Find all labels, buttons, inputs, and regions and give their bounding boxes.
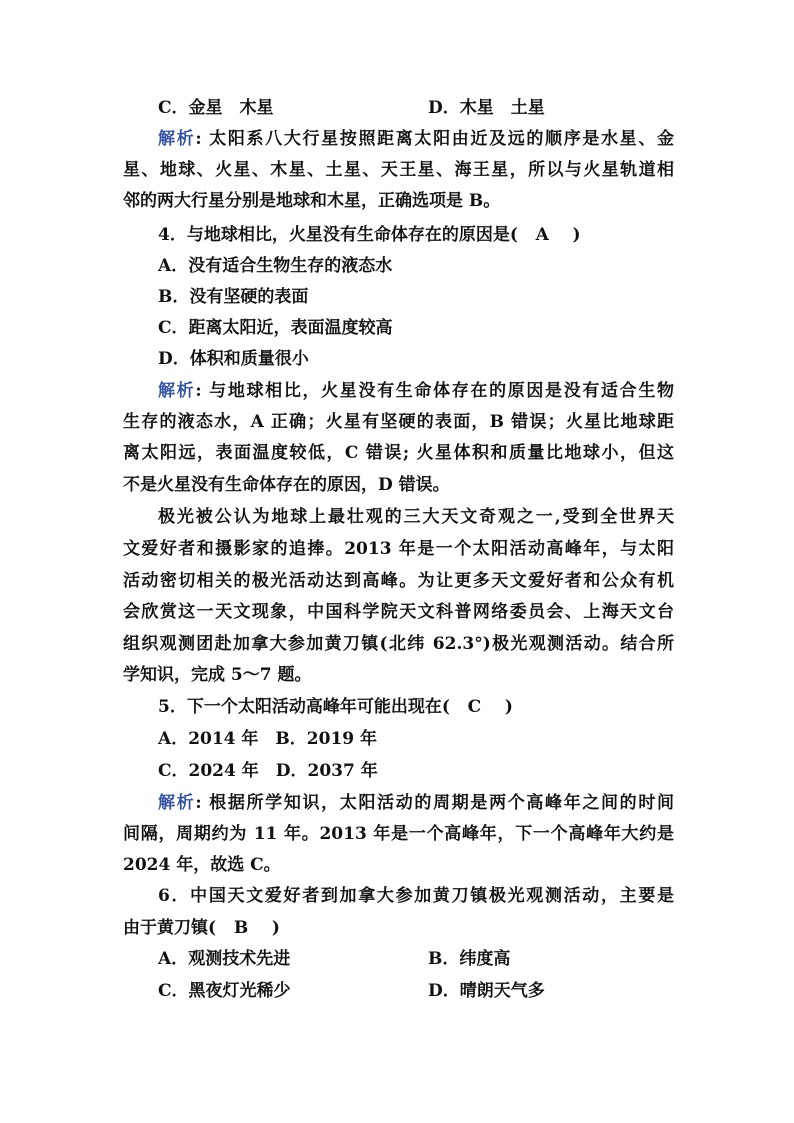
q3-analysis-line-1: 解析: 太阳系八大行星按照距离太阳由近及远的顺序是水星、金 xyxy=(158,129,674,149)
q4-answer: A xyxy=(535,225,549,245)
q4-option-d: D．体积和质量很小 xyxy=(158,349,309,369)
q5-analysis-label: 解析 xyxy=(158,793,196,813)
q3-option-c: C．金星 木星 xyxy=(158,98,274,118)
q5-analysis-line-2: 间隔，周期约为 11 年。2013 年是一个高峰年，下一个高峰年大约是 xyxy=(123,824,674,844)
passage-line-6: 学知识，完成 5～7 题。 xyxy=(123,665,312,685)
q6-answer: B xyxy=(233,918,249,938)
q3-option-d: D．木星 土星 xyxy=(428,98,545,118)
q6-option-b: B．纬度高 xyxy=(428,949,511,969)
q6-option-a: A．观测技术先进 xyxy=(158,949,291,969)
q6-stem-line-1: 6．中国天文爱好者到加拿大参加黄刀镇极光观测活动，主要是 xyxy=(158,886,674,906)
q4-option-c: C．距离太阳近，表面温度较高 xyxy=(158,318,393,338)
q4-analysis-label: 解析 xyxy=(158,381,196,401)
q4-analysis-line-1: 解析: 与地球相比，火星没有生命体存在的原因是没有适合生物 xyxy=(158,381,674,401)
q5-analysis-line-1: 解析: 根据所学知识，太阳活动的周期是两个高峰年之间的时间 xyxy=(158,793,674,813)
q3-analysis-line-2: 星、地球、火星、木星、土星、天王星、海王星，所以与火星轨道相 xyxy=(123,160,674,180)
q6-option-c: C．黑夜灯光稀少 xyxy=(158,981,291,1001)
q4-option-a: A．没有适合生物生存的液态水 xyxy=(158,256,393,276)
passage-line-2: 文爱好者和摄影家的追捧。2013 年是一个太阳活动高峰年，与太阳 xyxy=(123,539,674,559)
q5-options-row-1: A．2014 年 B．2019 年 xyxy=(158,729,378,749)
passage-line-5: 组织观测团赴加拿大参加黄刀镇(北纬 62.3°)极光观测活动。结合所 xyxy=(123,634,674,654)
q3-analysis-label: 解析 xyxy=(158,129,196,149)
q3-analysis-line-3: 邻的两大行星分别是地球和木星，正确选项是 B。 xyxy=(123,191,501,211)
passage-line-1: 极光被公认为地球上最壮观的三大天文奇观之一,受到全世界天 xyxy=(158,507,674,527)
q4-option-b: B．没有坚硬的表面 xyxy=(158,287,309,307)
q4-analysis-line-4: 不是火星没有生命体存在的原因，D 错误。 xyxy=(123,475,450,495)
passage-line-3: 活动密切相关的极光活动达到高峰。为让更多天文爱好者和公众有机 xyxy=(123,571,674,591)
q5-options-row-2: C．2024 年 D．2037 年 xyxy=(158,761,378,781)
q5-stem: 5．下一个太阳活动高峰年可能出现在( C ) xyxy=(158,697,513,717)
passage-line-4: 会欣赏这一天文现象，中国科学院天文科普网络委员会、上海天文台 xyxy=(123,602,674,622)
q4-stem: 4．与地球相比，火星没有生命体存在的原因是( A ) xyxy=(158,225,581,245)
q6-stem-line-2: 由于黄刀镇( B ) xyxy=(123,918,280,938)
q5-analysis-line-3: 2024 年，故选 C。 xyxy=(123,855,281,875)
q5-answer: C xyxy=(467,697,482,717)
q4-analysis-line-3: 离太阳远，表面温度较低，C 错误; 火星体积和质量比地球小，但这 xyxy=(123,443,674,463)
q4-analysis-line-2: 生存的液态水，A 正确；火星有坚硬的表面，B 错误；火星比地球距 xyxy=(123,412,674,432)
q6-option-d: D．晴朗天气多 xyxy=(428,981,545,1001)
